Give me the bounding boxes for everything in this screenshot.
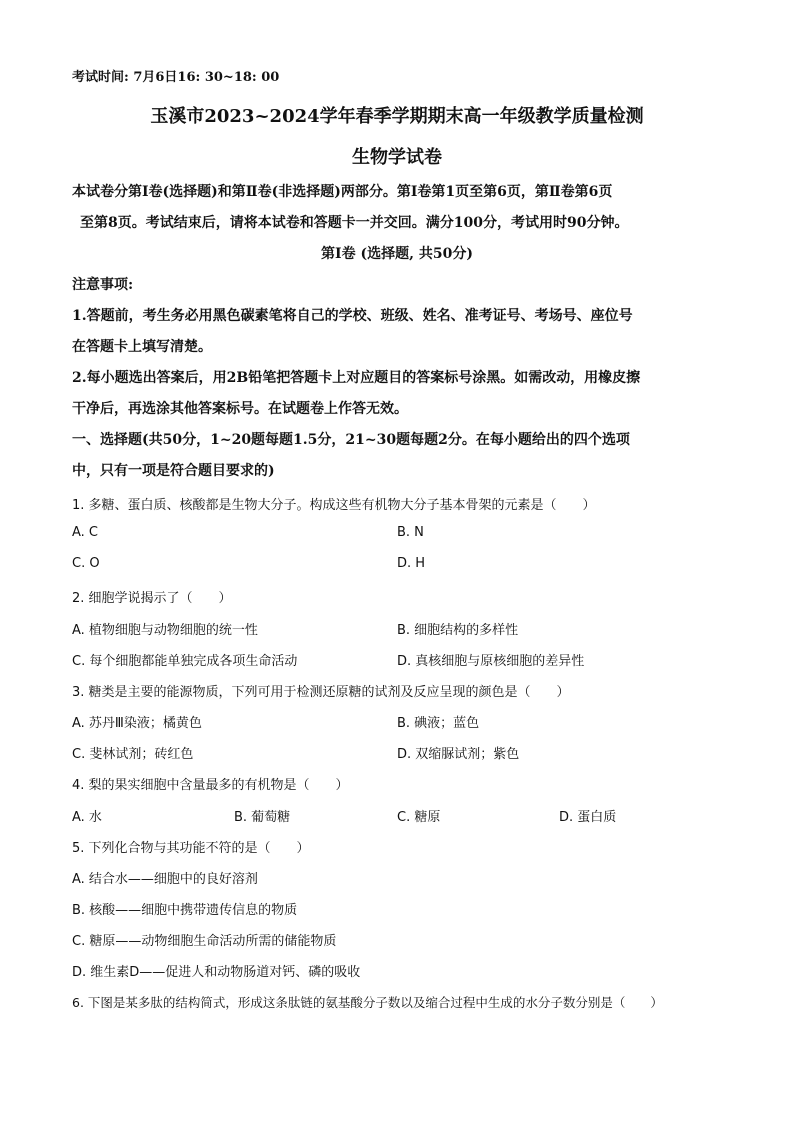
section-heading-line-1: 一、选择题(共50分，1~20题每题1.5分，21~30题每题2分。在每小题给出的四个选项 bbox=[72, 432, 630, 448]
question-2-option-a: A. 植物细胞与动物细胞的统一性 bbox=[72, 623, 258, 638]
notice-item-2-line-2: 干净后，再选涂其他答案标号。在试题卷上作答无效。 bbox=[72, 401, 408, 417]
section-heading-line-2: 中，只有一项是符合题目要求的) bbox=[72, 463, 275, 479]
exam-time: 考试时间: 7月6日16: 30~18: 00 bbox=[72, 70, 280, 85]
question-3-option-a: A. 苏丹Ⅲ染液；橘黄色 bbox=[72, 716, 202, 731]
question-6-stem: 6. 下图是某多肽的结构简式，形成这条肽链的氨基酸分子数以及缩合过程中生成的水分子数分别是（ ） bbox=[72, 995, 663, 1010]
question-4-stem: 4. 梨的果实细胞中含量最多的有机物是（ ） bbox=[72, 778, 349, 793]
question-5-stem: 5. 下列化合物与其功能不符的是（ ） bbox=[72, 841, 310, 856]
question-4-option-d: D. 蛋白质 bbox=[559, 810, 617, 825]
question-3-option-b: B. 碘液；蓝色 bbox=[397, 716, 480, 731]
notice-item-1-line-1: 1.答题前，考生务必用黑色碳素笔将自己的学校、班级、姓名、准考证号、考场号、座位号 bbox=[72, 308, 633, 324]
question-1-option-c: C. O bbox=[72, 556, 100, 571]
question-5-option-a: A. 结合水——细胞中的良好溶剂 bbox=[72, 872, 258, 887]
question-2-option-b: B. 细胞结构的多样性 bbox=[397, 623, 519, 638]
question-1-option-d: D. H bbox=[397, 556, 426, 571]
notice-heading: 注意事项: bbox=[72, 277, 134, 293]
exam-subject: 生物学试卷 bbox=[352, 147, 442, 168]
question-3-option-d: D. 双缩脲试剂；紫色 bbox=[397, 747, 520, 762]
question-4-option-b: B. 葡萄糖 bbox=[234, 810, 291, 825]
question-3-stem: 3. 糖类是主要的能源物质，下列可用于检测还原糖的试剂及反应呈现的颜色是（ ） bbox=[72, 685, 570, 700]
question-2-stem: 2. 细胞学说揭示了（ ） bbox=[72, 591, 232, 606]
question-2-option-c: C. 每个细胞都能单独完成各项生命活动 bbox=[72, 654, 298, 669]
question-4-option-a: A. 水 bbox=[72, 810, 102, 825]
section-label: 第Ⅰ卷 (选择题, 共50分) bbox=[321, 246, 473, 262]
question-5-option-d: D. 维生素D——促进人和动物肠道对钙、磷的吸收 bbox=[72, 965, 361, 980]
question-1-option-b: B. N bbox=[397, 525, 424, 540]
question-2-option-d: D. 真核细胞与原核细胞的差异性 bbox=[397, 654, 585, 669]
notice-item-2-line-1: 2.每小题选出答案后，用2B铅笔把答题卡上对应题目的答案标号涂黑。如需改动，用橡皮擦 bbox=[72, 370, 641, 386]
question-1-option-a: A. C bbox=[72, 525, 99, 540]
intro-line-1: 本试卷分第Ⅰ卷(选择题)和第Ⅱ卷(非选择题)两部分。第Ⅰ卷第1页至第6页，第Ⅱ卷第6页 bbox=[72, 184, 613, 200]
notice-item-1-line-2: 在答题卡上填写清楚。 bbox=[72, 339, 212, 355]
exam-title: 玉溪市2023~2024学年春季学期期末高一年级教学质量检测 bbox=[150, 106, 644, 127]
question-5-option-b: B. 核酸——细胞中携带遗传信息的物质 bbox=[72, 903, 298, 918]
intro-line-2: 至第8页。考试结束后，请将本试卷和答题卡一并交回。满分100分，考试用时90分钟。 bbox=[80, 215, 629, 231]
question-3-option-c: C. 斐林试剂；砖红色 bbox=[72, 747, 194, 762]
question-4-option-c: C. 糖原 bbox=[397, 810, 441, 825]
question-5-option-c: C. 糖原——动物细胞生命活动所需的储能物质 bbox=[72, 934, 337, 949]
question-1-stem: 1. 多糖、蛋白质、核酸都是生物大分子。构成这些有机物大分子基本骨架的元素是（ ） bbox=[72, 498, 596, 513]
